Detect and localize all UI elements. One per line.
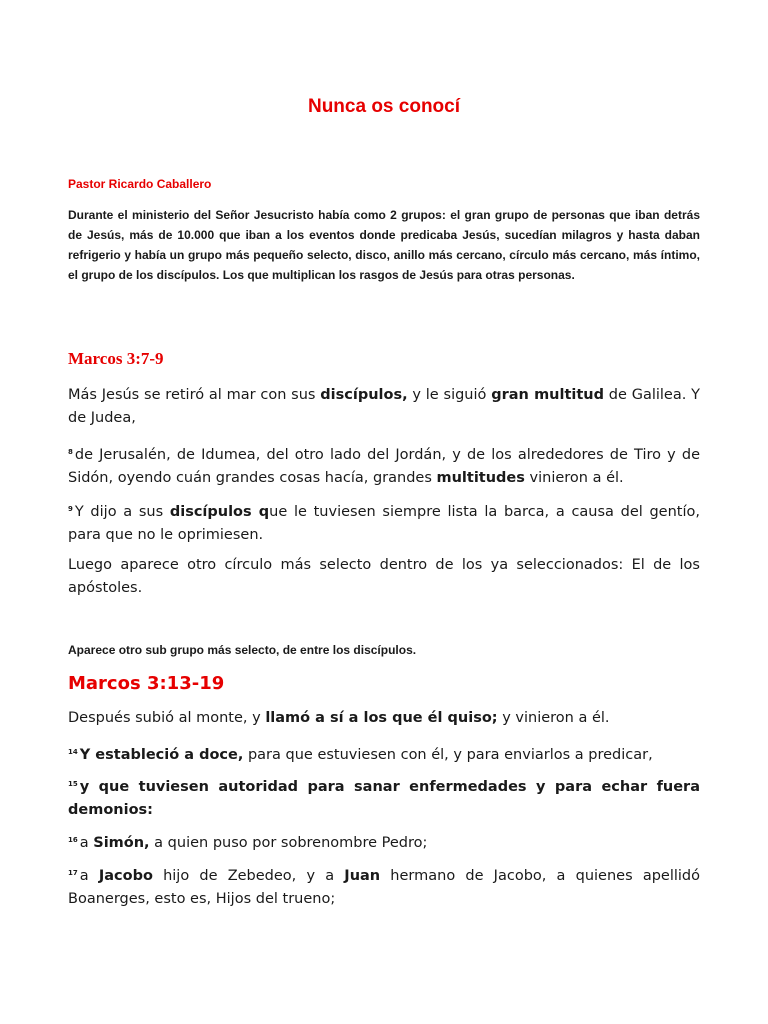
verse-text: a [79, 868, 99, 884]
verse-text: Y dijo a sus [74, 504, 170, 520]
sub-group-note: Aparece otro sub grupo más selecto, de entre los discípulos. [68, 643, 417, 657]
verse-text: Más Jesús se retiró al mar con sus [68, 387, 321, 403]
verse-text: de Jerusalén, de Idumea, del otro lado del Jordán, y de los alrededores de Tiro y de Sidón, oyendo cuán grandes cosas hacía, grandes [68, 447, 700, 486]
verse-text: para que estuviesen con él, y para enviarlos a predicar, [243, 747, 653, 763]
verse-number: 14 [68, 748, 78, 756]
verse-text: Después subió al monte, y [68, 710, 266, 726]
verse-paragraph [68, 829, 700, 855]
verse-paragraph [68, 441, 700, 490]
verse-text: a [79, 835, 94, 851]
verse-text: hijo de Zebedeo, y a [152, 868, 345, 884]
verse-paragraph [68, 707, 700, 730]
verse-paragraph [68, 862, 700, 911]
intro-text-2: , anillo más cercano, círculo más cercano, más íntimo, el grupo de los discípulos. Los que multiplican los rasgos de Jesús para otras personas. [68, 248, 700, 282]
verse-bold: gran multitud [491, 387, 605, 403]
verse-paragraph [68, 384, 700, 430]
verse-text: de Galilea. Y de Judea, [68, 387, 700, 426]
verse-number: 16 [68, 836, 78, 844]
verse-paragraph [68, 773, 700, 822]
verse-bold: Simón, [93, 835, 150, 851]
section-heading-marcos-3-7: Marcos 3:7-9 [68, 349, 164, 368]
verse-bold: y que tuviesen autoridad para sanar enfermedades y para echar fuera demonios: [68, 779, 700, 818]
verse-bold: discípulos, [320, 387, 408, 403]
verse-bold: discípulos q [169, 504, 270, 520]
verse-text: a quien puso por sobrenombre Pedro; [149, 835, 428, 851]
verse-paragraph [68, 741, 700, 767]
verse-text: y le siguió [407, 387, 492, 403]
verse-bold: llamó a sí a los que él quiso; [265, 710, 498, 726]
verse-text: y vinieron a él. [497, 710, 610, 726]
intro-text-1: Durante el ministerio del Señor Jesucristo había como 2 grupos: el gran grupo de personas que iban detrás de Jesús, más de 10.000 que iban a los eventos donde predicaba Jesús, sucedían milagros y hasta daban refrigerio y había un grupo más pequeño [68, 208, 700, 262]
verse-bold: Jacobo [98, 868, 153, 884]
verse-number: 8 [68, 448, 73, 456]
verse-text: vinieron a él. [524, 470, 624, 486]
verse-bold: multitudes [436, 470, 525, 486]
intro-bold-1: selecto, disco [306, 248, 387, 262]
section-heading-marcos-3-13: Marcos 3:13-19 [68, 673, 225, 694]
document-title: Nunca os conocí [307, 96, 461, 117]
intro-paragraph [68, 205, 700, 285]
verse-text: hermano de Jacobo, a quienes apellidó Boanerges, esto es, Hijos del trueno; [68, 868, 700, 907]
verse-bold: Juan [344, 868, 381, 884]
author-line: Pastor Ricardo Caballero [68, 177, 212, 191]
commentary-paragraph: Luego aparece otro círculo más selecto dentro de los ya seleccionados: El de los apóstoles. [68, 557, 700, 596]
verse-number: 17 [68, 869, 78, 877]
verse-number: 15 [68, 780, 78, 788]
verse-text: ue le tuviesen siempre lista la barca, a causa del gentío, para que no le oprimiesen. [68, 504, 700, 543]
verse-number: 9 [68, 505, 73, 513]
verse-paragraph [68, 498, 700, 547]
verse-bold: Y estableció a doce, [79, 747, 244, 763]
